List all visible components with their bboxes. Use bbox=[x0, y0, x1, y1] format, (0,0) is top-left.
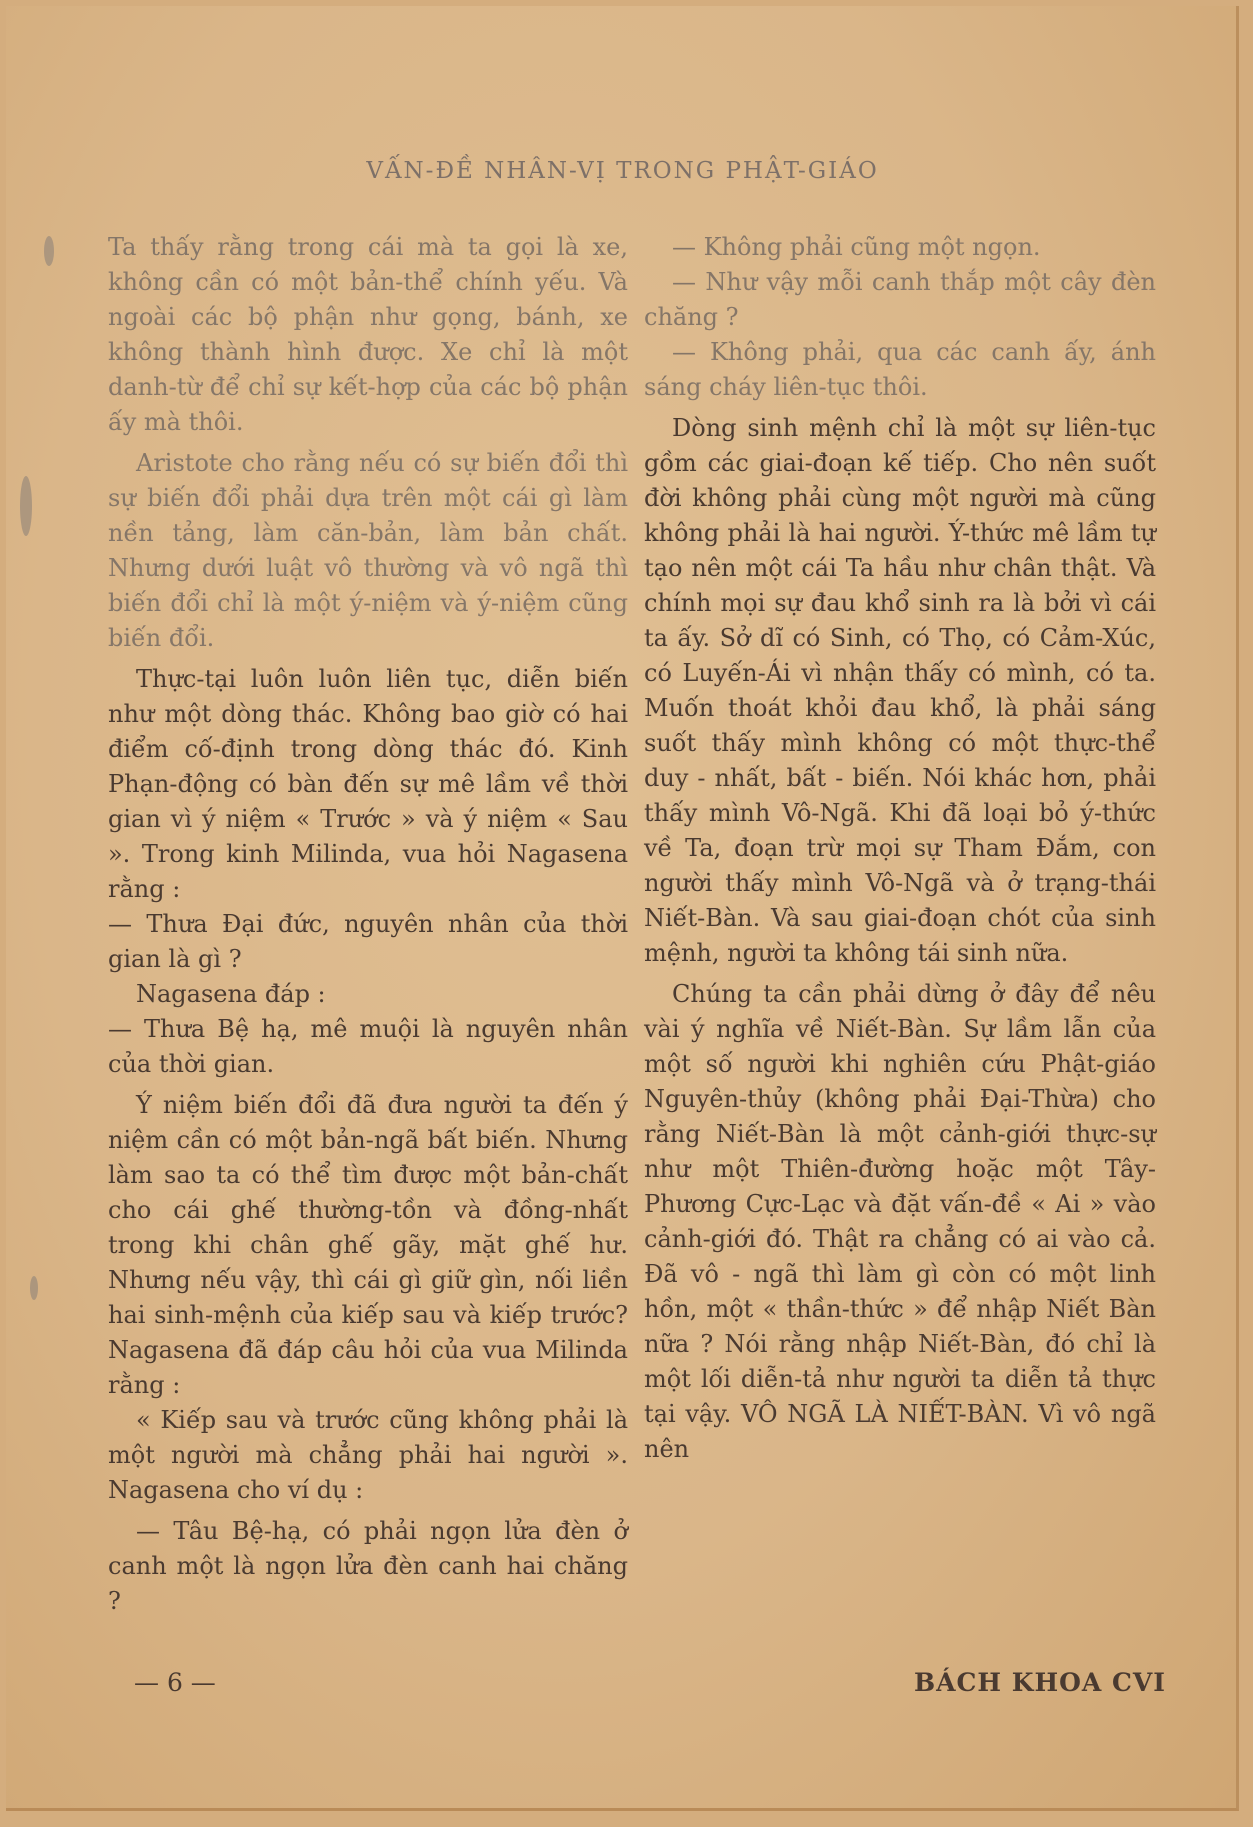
dialogue-line: — Như vậy mỗi canh thắp một cây đèn chăng ? bbox=[644, 268, 1156, 331]
dialogue-line: Nagasena đáp : bbox=[136, 980, 326, 1008]
paragraph: Thực-tại luôn luôn liên tục, diễn biến như một dòng thác. Không bao giờ có hai điểm cố-định trong dòng thác đó. Kinh Phạn-động có bàn đến sự mê lầm về thời gian vì ý niệm « Trước » và ý niệm « Sau ». Trong kinh Milinda, vua hỏi Nagasena rằng : bbox=[108, 665, 628, 903]
right-column bbox=[644, 230, 1156, 1467]
dialogue-line: — Thưa Bệ hạ, mê muội là nguyên nhân của thời gian. bbox=[108, 1015, 628, 1078]
paragraph: Dòng sinh mệnh chỉ là một sự liên-tục gồm các giai-đoạn kế tiếp. Cho nên suốt đời không phải cùng một người mà cũng không phải là hai người. Ý-thức mê lầm tự tạo nên một cái Ta hầu như chân thật. Và chính mọi sự đau khổ sinh ra là bởi vì cái ta ấy. Sở dĩ có Sinh, có Thọ, có Cảm-Xúc, có Luyến-Ái vì nhận thấy có mình, có ta. Muốn thoát khỏi đau khổ, là phải sáng suốt thấy mình không có một thực-thể duy - nhất, bất - biến. Nói khác hơn, phải thấy mình Vô-Ngã. Khi đã loại bỏ ý-thức về Ta, đoạn trừ mọi sự Tham Đắm, con người thấy mình Vô-Ngã và ở trạng-thái Niết-Bàn. Và sau giai-đoạn chót của sinh mệnh, người ta không tái sinh nữa. bbox=[644, 414, 1156, 967]
binding-stain bbox=[44, 236, 54, 266]
dialogue-line: — Thưa Đại đức, nguyên nhân của thời gian là gì ? bbox=[108, 910, 628, 973]
dialogue-line: — Không phải cũng một ngọn. bbox=[672, 233, 1041, 261]
publication-footer: BÁCH KHOA CVI bbox=[914, 1668, 1166, 1697]
dialogue-line: — Không phải, qua các canh ấy, ánh sáng cháy liên-tục thôi. bbox=[644, 338, 1156, 401]
running-header: VẤN-ĐỀ NHÂN-VỊ TRONG PHẬT-GIÁO bbox=[366, 158, 879, 184]
binding-stain bbox=[20, 476, 32, 536]
page-number: — 6 — bbox=[134, 1668, 216, 1697]
paragraph: Ta thấy rằng trong cái mà ta gọi là xe, không cần có một bản-thể chính yếu. Và ngoài các bộ phận như gọng, bánh, xe không thành hình được. Xe chỉ là một danh-từ để chỉ sự kết-hợp của các bộ phận ấy mà thôi. bbox=[108, 233, 628, 436]
dialogue-line: — Tâu Bệ-hạ, có phải ngọn lửa đèn ở canh một là ngọn lửa đèn canh hai chăng ? bbox=[108, 1517, 628, 1615]
magazine-page bbox=[6, 6, 1239, 1811]
quote-paragraph: « Kiếp sau và trước cũng không phải là một người mà chẳng phải hai người ». Nagasena cho ví dụ : bbox=[108, 1406, 628, 1504]
left-column bbox=[108, 230, 628, 1619]
binding-stain bbox=[30, 1276, 38, 1300]
paragraph: Chúng ta cần phải dừng ở đây để nêu vài ý nghĩa về Niết-Bàn. Sự lầm lẫn của một số người khi nghiên cứu Phật-giáo Nguyên-thủy (không phải Đại-Thừa) cho rằng Niết-Bàn là một cảnh-giới thực-sự như một Thiên-đường hoặc một Tây-Phương Cực-Lạc và đặt vấn-đề « Ai » vào cảnh-giới đó. Thật ra chẳng có ai vào cả. Đã vô - ngã thì làm gì còn có một linh hồn, một « thần-thức » để nhập Niết Bàn nữa ? Nói rằng nhập Niết-Bàn, đó chỉ là một lối diễn-tả như người ta diễn tả thực tại vậy. VÔ NGÃ LÀ NIẾT-BÀN. Vì vô ngã nên bbox=[644, 980, 1156, 1463]
paragraph: Aristote cho rằng nếu có sự biến đổi thì sự biến đổi phải dựa trên một cái gì làm nền tảng, làm căn-bản, làm bản chất. Nhưng dưới luật vô thường và vô ngã thì biến đổi chỉ là một ý-niệm và ý-niệm cũng biến đổi. bbox=[108, 449, 628, 652]
paragraph: Ý niệm biến đổi đã đưa người ta đến ý niệm cần có một bản-ngã bất biến. Nhưng làm sao ta có thể tìm được một bản-chất cho cái ghế thường-tồn và đồng-nhất trong khi chân ghế gãy, mặt ghế hư. Nhưng nếu vậy, thì cái gì giữ gìn, nối liền hai sinh-mệnh của kiếp sau và kiếp trước? Nagasena đã đáp câu hỏi của vua Milinda rằng : bbox=[108, 1091, 628, 1399]
